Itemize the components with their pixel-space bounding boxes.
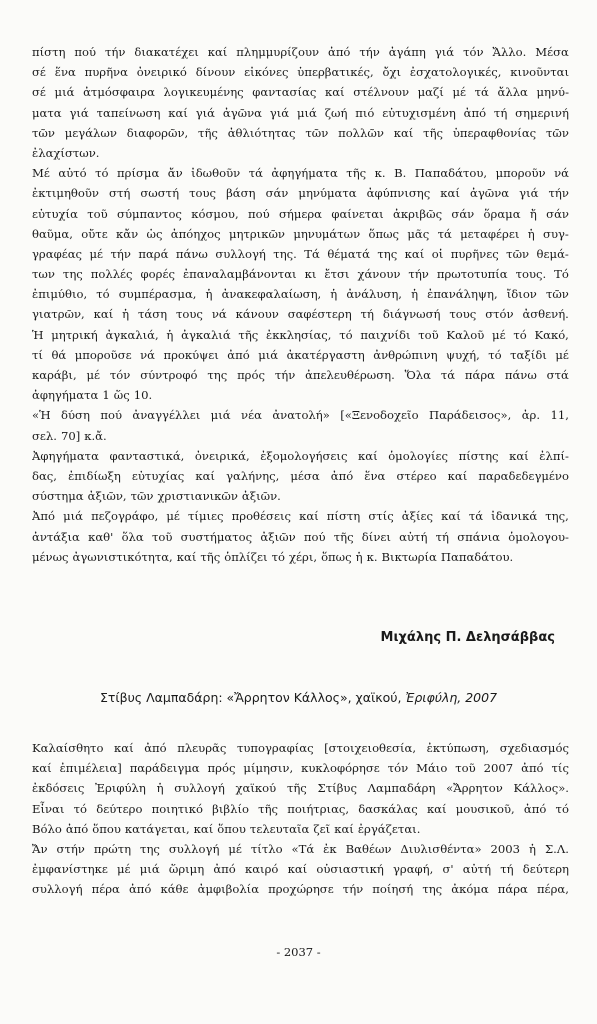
text-line: καί ἐπιμέλεια] παράδειγμα πρός μίμησιν, κυκλοφόρησε τόν Μάιο τοῦ 2007 ἀπό τίς: [32, 761, 569, 776]
text-line: εὐτυχία τοῦ σύμπαντος κόσμου, πού σήμερα φαίνεται ἀκριβῶς σάν ὅραμα ἤ σάν: [32, 206, 569, 221]
text-line: τῶν μεγάλων διαφορῶν, τῆς ἀθλιότητας τῶν πολλῶν καί τῆς ὑπεραφθονίας τῶν: [32, 125, 569, 140]
text-line: σέ μιά ἀτμόσφαιρα λογικευμένης φαντασίας καί στέλνουν μαζί μέ τά ἄλλα μηνύ-: [32, 85, 569, 100]
text-line: γραφέας μέ τήν παρά πάνω συλλογή της. Τά θέματά της καί οἱ πυρῆνες τῶν θεμά-: [32, 246, 569, 261]
text-line: συλλογή πέρα ἀπό κάθε ἀμφιβολία προχώρησε τήν ποίησή της ἀκόμα πάρα πέρα,: [32, 882, 569, 897]
text-line: ἀφηγήματα 1 ὥς 10.: [32, 388, 153, 403]
text-line: τί θά μποροῦσε νά προκύψει ἀπό μιά ἀκατέργαστη ἀνθρώπινη ψυχή, τό ταξίδι μέ: [32, 347, 569, 362]
text-line: «Ἡ δύση πού ἀναγγέλλει μιά νέα ἀνατολή» [«Ξενοδοχεῖο Παράδεισος», ἀρ. 11,: [32, 408, 569, 423]
text-line: Ἀφηγήματα φανταστικά, ὀνειρικά, ἐξομολογήσεις καί ὁμολογίες πίστης καί ἐλπί-: [32, 448, 569, 463]
text-line: καράβι, μέ τόν σύντροφό της πρός τήν ἀπελευθέρωση. Ὅλα τά πάρα πάνω στά: [32, 368, 569, 382]
text-line: σελ. 70] κ.ἄ.: [32, 428, 107, 443]
text-line: Μέ αὐτό τό πρίσμα ἄν ἰδωθοῦν τά ἀφηγήματα τῆς κ. Β. Παπαδάτου, μποροῦν νά: [32, 166, 569, 181]
text-line: γιατρῶν, καί ἡ τάση τους νά κάνουν σαφέστερη τή διάγνωσή τους στόν ἀσθενή.: [32, 307, 569, 322]
text-line: ματα γιά ταπείνωση καί γιά ἀγῶνα γιά μιά ζωή πιό εὐτυχισμένη ἀπό τή σημερινή: [32, 105, 569, 120]
text-line: δας, ἐπιδίωξη εὐτυχίας καί γαλήνης, μέσα ἀπό ἕνα στέρεο καί παραδεδεγμένο: [32, 468, 569, 483]
text-line: σύστημα ἀξιῶν, τῶν χριστιανικῶν ἀξιῶν.: [32, 489, 281, 504]
text-line: ἐκδόσεις Ἐριφύλη ἡ συλλογή χαϊκού τῆς Στίβυς Λαμπαδάρη «Ἄρρητον Κάλλος».: [32, 781, 569, 796]
review-body-previous: [32, 42, 569, 567]
text-line: θαῦμα, οὔτε κἄν ὡς ἀπόηχος μητρικῶν μηνυμάτων ὅπως μᾶς τά μεταφέρει ἡ συγ-: [32, 226, 569, 241]
text-line: ἐμφανίστηκε μέ μιά ὥριμη ἀπό καιρό καί οὐσιαστική γραφή, σ' αὐτή τή δεύτερη: [32, 862, 569, 877]
text-line: Ἀπό μιά πεζογράφο, μέ τίμιες προθέσεις καί πίστη στίς ἀξίες καί τά ἰδανικά της,: [32, 509, 569, 524]
text-line: των της πολλές φορές ἐπαναλαμβάνονται κι ἔτσι χάνουν τήν πρωτοτυπία τους. Τό: [32, 267, 569, 282]
review-heading-publisher: Ἐριφύλη, 2007: [405, 690, 498, 705]
text-line: πίστη πού τήν διακατέχει καί πλημμυρίζουν ἀπό τήν ἀγάπη γιά τόν Ἄλλο. Μέσα: [32, 45, 569, 59]
text-line: ἐκτιμηθοῦν στή σωστή τους βάση σάν μηνύματα ἀφύπνισης καί ἀγῶνα γιά τήν: [32, 186, 569, 201]
text-line: Εἶναι τό δεύτερο ποιητικό βιβλίο τῆς ποιήτριας, δασκάλας καί μουσικοῦ, ἀπό τό: [32, 801, 569, 816]
text-line: Ἄν στήν πρώτη της συλλογή μέ τίτλο «Τά ἐκ Βαθέων Διυλισθέντα» 2003 ἡ Σ.Λ.: [32, 841, 569, 856]
page-number: - 2037 -: [276, 945, 321, 959]
text-line: Ἡ μητρική ἀγκαλιά, ἡ ἀγκαλιά τῆς ἐκκλησίας, τό παιχνίδι τοῦ Καλοῦ μέ τό Κακό,: [32, 327, 569, 342]
review-body-new: [32, 738, 569, 900]
reviewer-signature: Μιχάλης Π. Δελησάββας: [380, 630, 555, 645]
text-line: σέ ἕνα πυρῆνα ὀνειρικό δίνουν εἰκόνες ὑπερβατικές, ὄχι ἐσχατολογικές, κινοῦνται: [32, 65, 569, 80]
review-heading-main: Στίβυς Λαμπαδάρη: «Ἄρρητον Κάλλος», χαϊκού,: [99, 690, 406, 705]
review-heading: [0, 690, 597, 705]
text-line: μένως ἀγωνιστικότητα, καί τῆς ὁπλίζει τό χέρι, ὅπως ἡ κ. Βικτωρία Παπαδάτου.: [32, 549, 514, 564]
text-line: ἐπιμύθιο, τό συμπέρασμα, ἡ ἀνακεφαλαίωση, ἡ ἀνάλυση, ἡ ἐπανάληψη, ἴδιον τῶν: [32, 287, 569, 302]
text-line: ἀντάξια καθ' ὅλα τοῦ συστήματος ἀξιῶν πού τῆς δίνει αὐτή τή σπάνια ὁμολογου-: [32, 529, 569, 544]
text-line: ἐλαχίστων.: [32, 145, 100, 160]
text-line: Βόλο ἀπό ὅπου κατάγεται, καί ὅπου τελευταῖα ζεῖ καί ἐργάζεται.: [32, 821, 421, 836]
text-line: Καλαίσθητο καί ἀπό πλευρᾶς τυπογραφίας [στοιχειοθεσία, ἐκτύπωση, σχεδιασμός: [32, 741, 569, 755]
